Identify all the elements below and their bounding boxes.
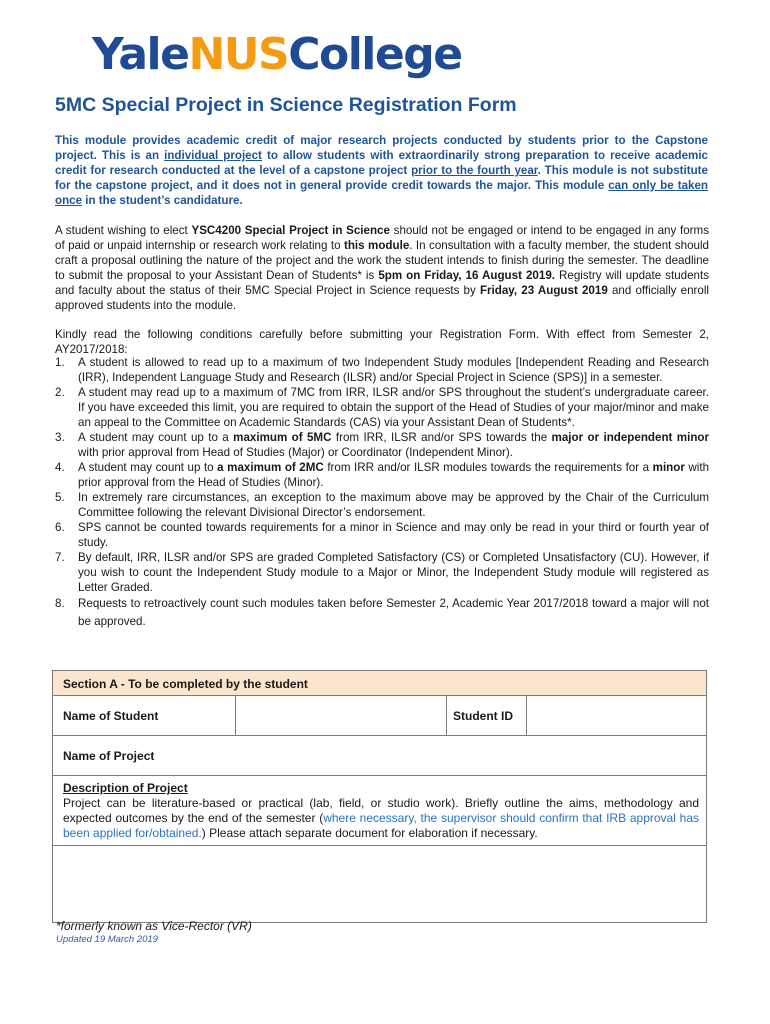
section-a-header xyxy=(53,671,706,696)
intro-paragraph: This module provides academic credit of major research projects conducted by students prior to the Capstone project. This is an individual project to allow students with extraordinarily strong preparation to receive academic credit for research conducted at the level of a capstone project prior to the fourth year. This module is not substitute for the capstone project, and it does not in general provide credit towards the major. This module can only be taken once in the student’s candidature. xyxy=(55,134,708,207)
project-name-field[interactable] xyxy=(53,736,706,776)
list-item: 6. SPS cannot be counted towards requirements for a minor in Science and may only be read in your third or fourth year of study. xyxy=(55,521,709,549)
student-id-label-cell xyxy=(447,696,527,735)
list-item: 2. A student may read up to a maximum of 7MC from IRR, ILSR and/or SPS throughout the student’s undergraduate career. If you have exceeded this limit, you are required to obtain the support of the Head of Studies of your major/minor and make an appeal to the Committee on Academic Standards (CAS) via your Assistant Dean of Students*. xyxy=(55,386,709,429)
list-item: 5. In extremely rare circumstances, an exception to the maximum above may be approved by the Chair of the Curriculum Committee following the relevant Divisional Director’s endorsement. xyxy=(55,491,709,519)
list-item: 4. A student may count up to a maximum of 2MC from IRR and/or ILSR modules towards the requirements for a minor with prior approval from the Head of Studies (Minor). xyxy=(55,461,710,489)
list-item: 1. A student is allowed to read up to a maximum of two Independent Study modules [Independent Reading and Research (IRR), Independent Language Study and Research (ILSR) and/or Special Project in Science (SPS)] in a semester. xyxy=(55,356,709,384)
logo-yale: Yale xyxy=(92,29,189,80)
description-title: Description of Project xyxy=(63,781,188,795)
section-a-form xyxy=(52,670,707,923)
student-name-field[interactable] xyxy=(236,696,447,735)
project-name-label: Name of Project xyxy=(63,749,155,763)
updated-date: Updated 19 March 2019 xyxy=(56,934,158,945)
footnote: *formerly known as Vice-Rector (VR) xyxy=(56,919,252,933)
page-title: 5MC Special Project in Science Registration Form xyxy=(55,94,517,116)
student-name-label-cell xyxy=(53,696,236,735)
eligibility-paragraph: A student wishing to elect YSC4200 Special Project in Science should not be engaged or intend to be engaged in any forms of paid or unpaid internship or research work relating to this module. In consultation with a faculty member, the student should craft a proposal outlining the nature of the project and the work the student intends to finish during the semester. The deadline to submit the proposal to your Assistant Dean of Students* is 5pm on Friday, 16 August 2019. Registry will update students and faculty about the status of their 5MC Special Project in Science requests by Friday, 23 August 2019 and officially enroll approved students into the module. xyxy=(55,224,709,312)
conditions-list xyxy=(55,355,709,631)
conditions-intro: Kindly read the following conditions carefully before submitting your Registration Form. With effect from Semester 2, AY2017/2018: xyxy=(55,328,709,356)
section-a-title: Section A - To be completed by the student xyxy=(63,677,308,691)
list-item: 7. By default, IRR, ILSR and/or SPS are graded Completed Satisfactory (CS) or Completed Unsatisfactory (CU). However, if you wish to count the Independent Study module to a Major or Minor, the Independent Study module will registered as Letter Graded. xyxy=(55,551,709,594)
logo-nus: NUS xyxy=(188,29,289,80)
logo-college: College xyxy=(288,29,462,80)
project-description-field[interactable] xyxy=(53,846,706,922)
yale-nus-college-logo xyxy=(92,30,462,80)
project-description-instructions xyxy=(53,776,706,846)
student-name-label: Name of Student xyxy=(63,709,159,723)
student-id-field[interactable] xyxy=(527,696,706,735)
description-text: Project can be literature-based or practical (lab, field, or studio work). Briefly outline the aims, methodology and expected outcomes by the end of the semester (where necessary, the supervisor should confirm that IRB approval has been applied for/obtained.) Please attach separate document for elaboration if necessary. xyxy=(63,796,699,840)
list-item: 8. Requests to retroactively count such modules taken before Semester 2, Academic Year 2017/2018 toward a major will not be approved. xyxy=(55,597,709,628)
student-info-row xyxy=(53,696,706,736)
list-item: 3. A student may count up to a maximum of 5MC from IRR, ILSR and/or SPS towards the major or independent minor with prior approval from Head of Studies (Major) or Coordinator (Independent Minor). xyxy=(55,431,709,459)
student-id-label: Student ID xyxy=(453,709,513,723)
